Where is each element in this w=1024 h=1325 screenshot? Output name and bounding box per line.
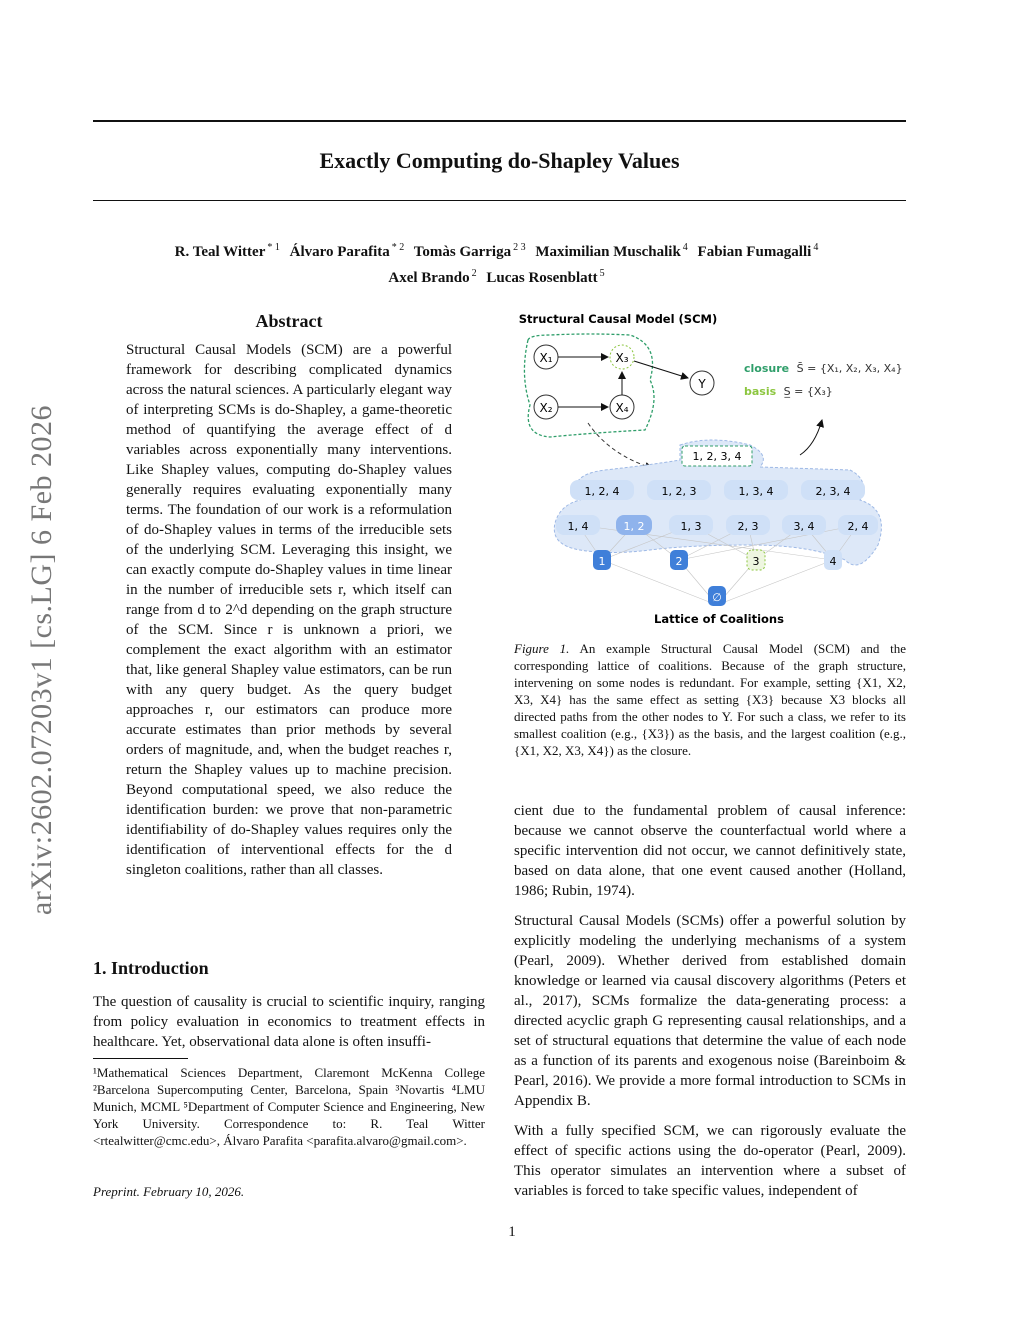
- svg-text:1, 4: 1, 4: [567, 520, 589, 533]
- preprint-note: Preprint. February 10, 2026.: [93, 1184, 245, 1199]
- body-para-2: Structural Causal Models (SCMs) offer a powerful solution by explicitly modeling the underlying mechanisms of a system (Pearl, 2009). Whether derived from established domain knowledge or learned via causal discovery algorithms (Peters et al., 2017), SCMs formalize the data-generating process: a directed acyclic graph G representing causal relationships, and a set of structural equations that determine the value of each node as a function of its parents and exogenous noise (Bareinboim & Pearl, 2016). We provide a more formal introduction to SCMs in Appendix B.: [514, 913, 906, 1109]
- page-number: 1: [508, 1224, 516, 1240]
- svg-text:1, 3: 1, 3: [680, 520, 702, 533]
- author-line-1: [93, 237, 906, 263]
- svg-text:1, 2, 3: 1, 2, 3: [661, 485, 697, 498]
- author-name: Axel Brando: [388, 270, 470, 286]
- author-affiliation: 4: [682, 242, 688, 253]
- author-name: R. Teal Witter: [174, 244, 266, 260]
- scm-node-y: [690, 371, 714, 395]
- body-para-3: With a fully specified SCM, we can rigorously evaluate the effect of specific actions using the do-operator (Pearl, 2009). This operator simulates an intervention where a subset of variables is forced to take specific values, independent of: [514, 1123, 906, 1199]
- svg-text:2, 4: 2, 4: [847, 520, 869, 533]
- author-name: Lucas Rosenblatt: [486, 270, 598, 286]
- caption-text: An example Structural Causal Model (SCM) and the corresponding lattice of coalitions. Because of the graph structure, intervening on some nodes is redundant. For example, setting {X1, X2, X3, X4} has the same effect as setting {X3} because X3 blocks all directed paths from the other nodes to Y. For such a class, we refer to its smallest coalition (e.g., {X3}) as the basis, and the largest coalition (e.g., {X1, X2, X3, X4}) as the closure.: [514, 641, 906, 758]
- svg-text:4: 4: [829, 555, 837, 568]
- lattice-to-closure-arrow: [800, 420, 822, 455]
- author-affiliation: 2 3: [513, 242, 526, 253]
- lattice-node-empty: [708, 586, 726, 606]
- scm-node-x1: [534, 345, 558, 369]
- paper-title: Exactly Computing do-Shapley Values: [319, 148, 680, 173]
- lattice-node-1234: [682, 446, 752, 466]
- intro-paragraph: [93, 992, 485, 1062]
- svg-text:3, 4: 3, 4: [793, 520, 815, 533]
- author-affiliation: * 1: [267, 242, 280, 253]
- caption-label: Figure 1.: [514, 641, 570, 656]
- title-rule: [93, 200, 906, 201]
- svg-text:X₃: X₃: [615, 351, 629, 365]
- affiliations-footnote: ¹Mathematical Sciences Department, Claremont McKenna College ²Barcelona Supercomputing Center, Barcelona, Spain ³Novartis ⁴LMU Munich, MCML ⁵Department of Computer Science and Engineering, New York University. Correspondence to: R. Teal Witter <rtealwitter@cmc.edu>, Álvaro Parafita <parafita.alvaro@gmail.com>.: [93, 1065, 485, 1148]
- body-para-1: cient due to the fundamental problem of causal inference: because we cannot observe the counterfactual world where a specific intervention did not occur, we cannot definitively state, based on data alone, that one event caused another (Holland, 1986; Rubin, 1974).: [514, 803, 906, 899]
- author-line-2: [93, 263, 906, 289]
- svg-text:1: 1: [598, 555, 606, 568]
- svg-text:X₄: X₄: [615, 401, 629, 415]
- author-affiliation: * 2: [391, 242, 405, 253]
- scm-node-x3: [610, 345, 634, 369]
- author-affiliation: 4: [813, 242, 819, 253]
- author-name: Maximilian Muschalik: [535, 244, 681, 260]
- lattice-title: Lattice of Coalitions: [654, 612, 784, 626]
- basis-legend: basis S̲ = {X₃}: [744, 385, 833, 398]
- svg-text:X₁: X₁: [539, 351, 553, 365]
- abstract-text: Structural Causal Models (SCM) are a powerful framework for describing complicated dynamics across the natural sciences. A particularly elegant way of interpreting SCMs is do-Shapley, a game-theoretic method of quantifying the average effect of d variables across exponentially many interventions. Like Shapley values, computing do-Shapley values generally requires evaluating exponentially many terms. The foundation of our work is a reformulation of do-Shapley values in terms of the irreducible sets of the underlying SCM. Leveraging this insight, we can exactly compute do-Shapley values in time linear in the number of irreducible sets r, which itself can range from d to 2^d depending on the graph structure of the SCM. Since r is unknown a priori, we complement the exact algorithm with an estimator that, like general Shapley value estimators, can be run with any query budget. As the query budget approaches r, our estimators can produce more accurate estimates than prior methods by several orders of magnitude, and, when the budget reaches r, return the Shapley values up to machine precision. Beyond computational speed, we also reduce the identification burden: we prove that non-parametric identifiability of do-Shapley values requires only the identification of interventional effects for the d singleton coalitions, rather than all classes.: [126, 342, 452, 878]
- top-rule: [93, 120, 906, 122]
- svg-text:X₂: X₂: [539, 401, 553, 415]
- author-name: Tomàs Garriga: [413, 244, 512, 260]
- edge-x3-y: [634, 361, 688, 378]
- scm-node-x2: [534, 395, 558, 419]
- figure-1: [510, 305, 910, 630]
- svg-text:2: 2: [675, 555, 683, 568]
- footnote-rule: [93, 1058, 188, 1059]
- author-list: [93, 237, 906, 289]
- svg-text:1, 3, 4: 1, 3, 4: [738, 485, 774, 498]
- svg-text:1, 2, 3, 4: 1, 2, 3, 4: [692, 450, 742, 463]
- svg-text:1, 2: 1, 2: [623, 520, 645, 533]
- section-heading: 1. Introduction: [93, 958, 209, 978]
- lattice-level-1: [593, 550, 842, 570]
- svg-text:2, 3, 4: 2, 3, 4: [815, 485, 851, 498]
- svg-text:3: 3: [752, 555, 760, 568]
- author-affiliation: 2: [471, 268, 477, 279]
- author-name: Fabian Fumagalli: [697, 244, 812, 260]
- abstract-heading: Abstract: [255, 311, 323, 331]
- scm-node-x4: [610, 395, 634, 419]
- scm-title: Structural Causal Model (SCM): [518, 312, 718, 326]
- svg-text:Y: Y: [698, 377, 706, 391]
- figure-caption: [514, 640, 906, 759]
- author-affiliation: 5: [599, 268, 605, 279]
- right-column: [514, 801, 906, 1211]
- svg-text:2, 3: 2, 3: [737, 520, 759, 533]
- svg-text:1, 2, 4: 1, 2, 4: [584, 485, 620, 498]
- scm-to-lattice-arrow: [588, 423, 652, 468]
- svg-text:∅: ∅: [712, 591, 722, 604]
- arxiv-banner: arXiv:2602.07203v1 [cs.LG] 6 Feb 2026: [25, 404, 58, 916]
- intro-para-1: The question of causality is crucial to scientific inquiry, ranging from policy evaluation in economics to treatment effects in healthcare. Yet, observational data alone is often insuffi-: [93, 994, 485, 1050]
- closure-legend: closure S̄ = {X₁, X₂, X₃, X₄}: [744, 362, 903, 375]
- author-name: Álvaro Parafita: [289, 244, 390, 260]
